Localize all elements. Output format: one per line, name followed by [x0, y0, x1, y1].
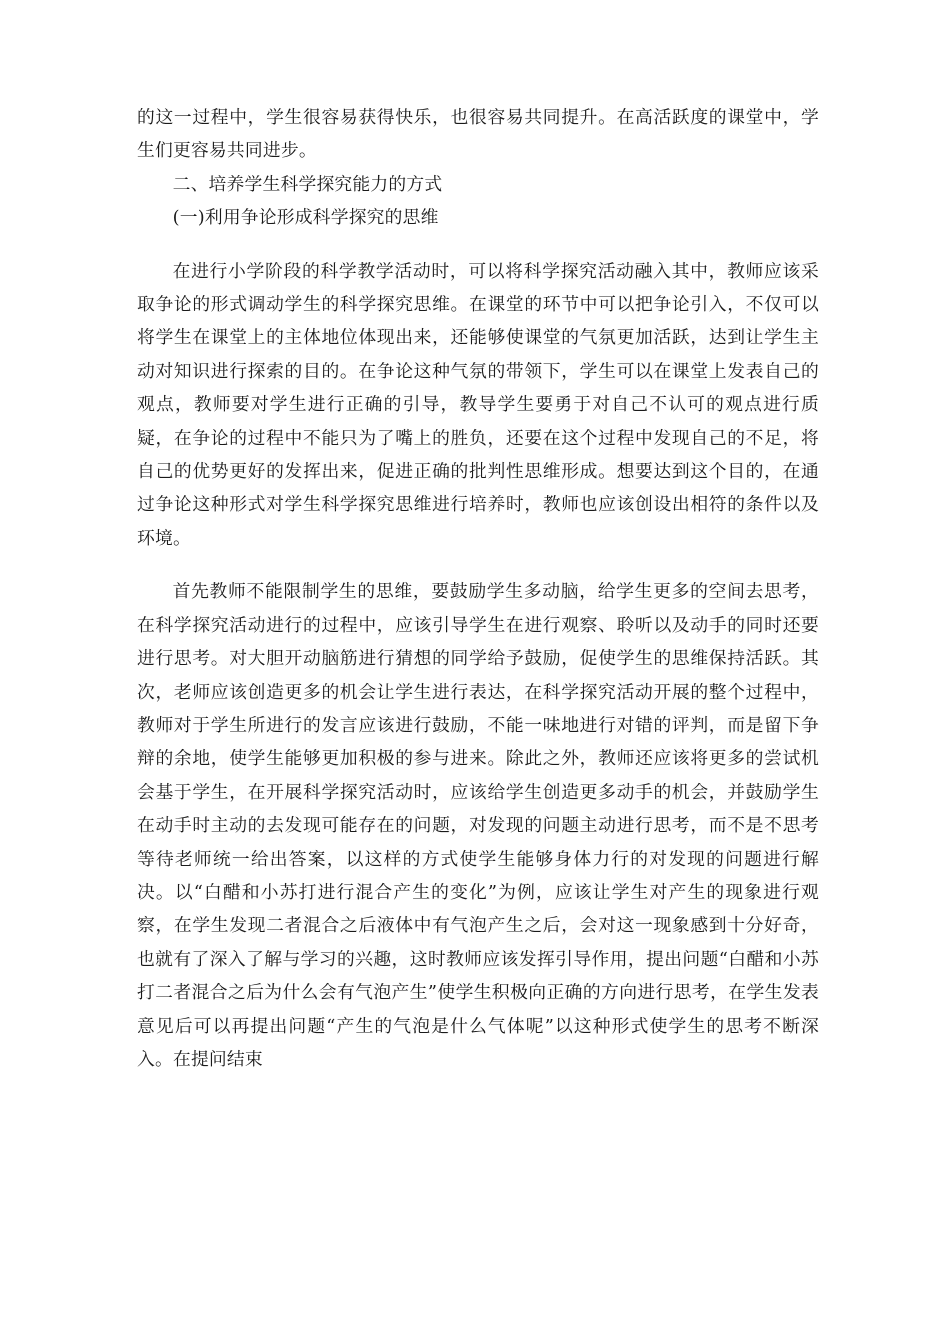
paragraph-methods: 首先教师不能限制学生的思维，要鼓励学生多动脑，给学生更多的空间去思考，在科学探究活动进行的过程中，应该引导学生在进行观察、聆听以及动手的同时还要进行思考。对大胆开动脑筋进行猜想的同学给予鼓励，促使学生的思维保持活跃。其次，老师应该创造更多的机会让学生进行表达，在科学探究活动开展的整个过程中，教师对于学生所进行的发言应该进行鼓励，不能一味地进行对错的评判，而是留下争辩的余地，使学生能够更加积极的参与进来。除此之外，教师还应该将更多的尝试机会基于学生，在开展科学探究活动时，应该给学生创造更多动手的机会，并鼓励学生在动手时主动的去发现可能存在的问题，对发现的问题主动进行思考，而不是不思考等待老师统一给出答案，以这样的方式使学生能够身体力行的对发现的问题进行解决。以“白醋和小苏打进行混合产生的变化”为例，应该让学生对产生的现象进行观察，在学生发现二者混合之后液体中有气泡产生之后，会对这一现象感到十分好奇，也就有了深入了解与学习的兴趣，这时教师应该发挥引导作用，提出问题“白醋和小苏打二者混合之后为什么会有气泡产生”使学生积极向正确的方向进行思考，在学生发表意见后可以再提出问题“产生的气泡是什么气体呢”以这种形式使学生的思考不断深入。在提问结束 [137, 581, 819, 1070]
paragraph-continuation: 的这一过程中，学生很容易获得快乐，也很容易共同提升。在高活跃度的课堂中，学生们更容易共同进步。 [137, 107, 819, 162]
subsection-heading: (一)利用争论形成科学探究的思维 [172, 207, 439, 229]
paragraph-argument: 在进行小学阶段的科学教学活动时，可以将科学探究活动融入其中，教师应该采取争论的形式调动学生的科学探究思维。在课堂的环节中可以把争论引入，不仅可以将学生在课堂上的主体地位体现出来，还能够使课堂的气氛更加活跃，达到让学生主动对知识进行探索的目的。在争论这种气氛的带领下，学生可以在课堂上发表自己的观点，教师要对学生进行正确的引导，教导学生要勇于对自己不认可的观点进行质疑，在争论的过程中不能只为了嘴上的胜负，还要在这个过程中发现自己的不足，将自己的优势更好的发挥出来，促进正确的批判性思维形成。想要达到这个目的，在通过争论这种形式对学生科学探究思维进行培养时，教师也应该创设出相符的条件以及环境。 [137, 260, 819, 549]
section-heading: 二、培养学生科学探究能力的方式 [172, 173, 443, 195]
document-page [137, 101, 819, 1076]
